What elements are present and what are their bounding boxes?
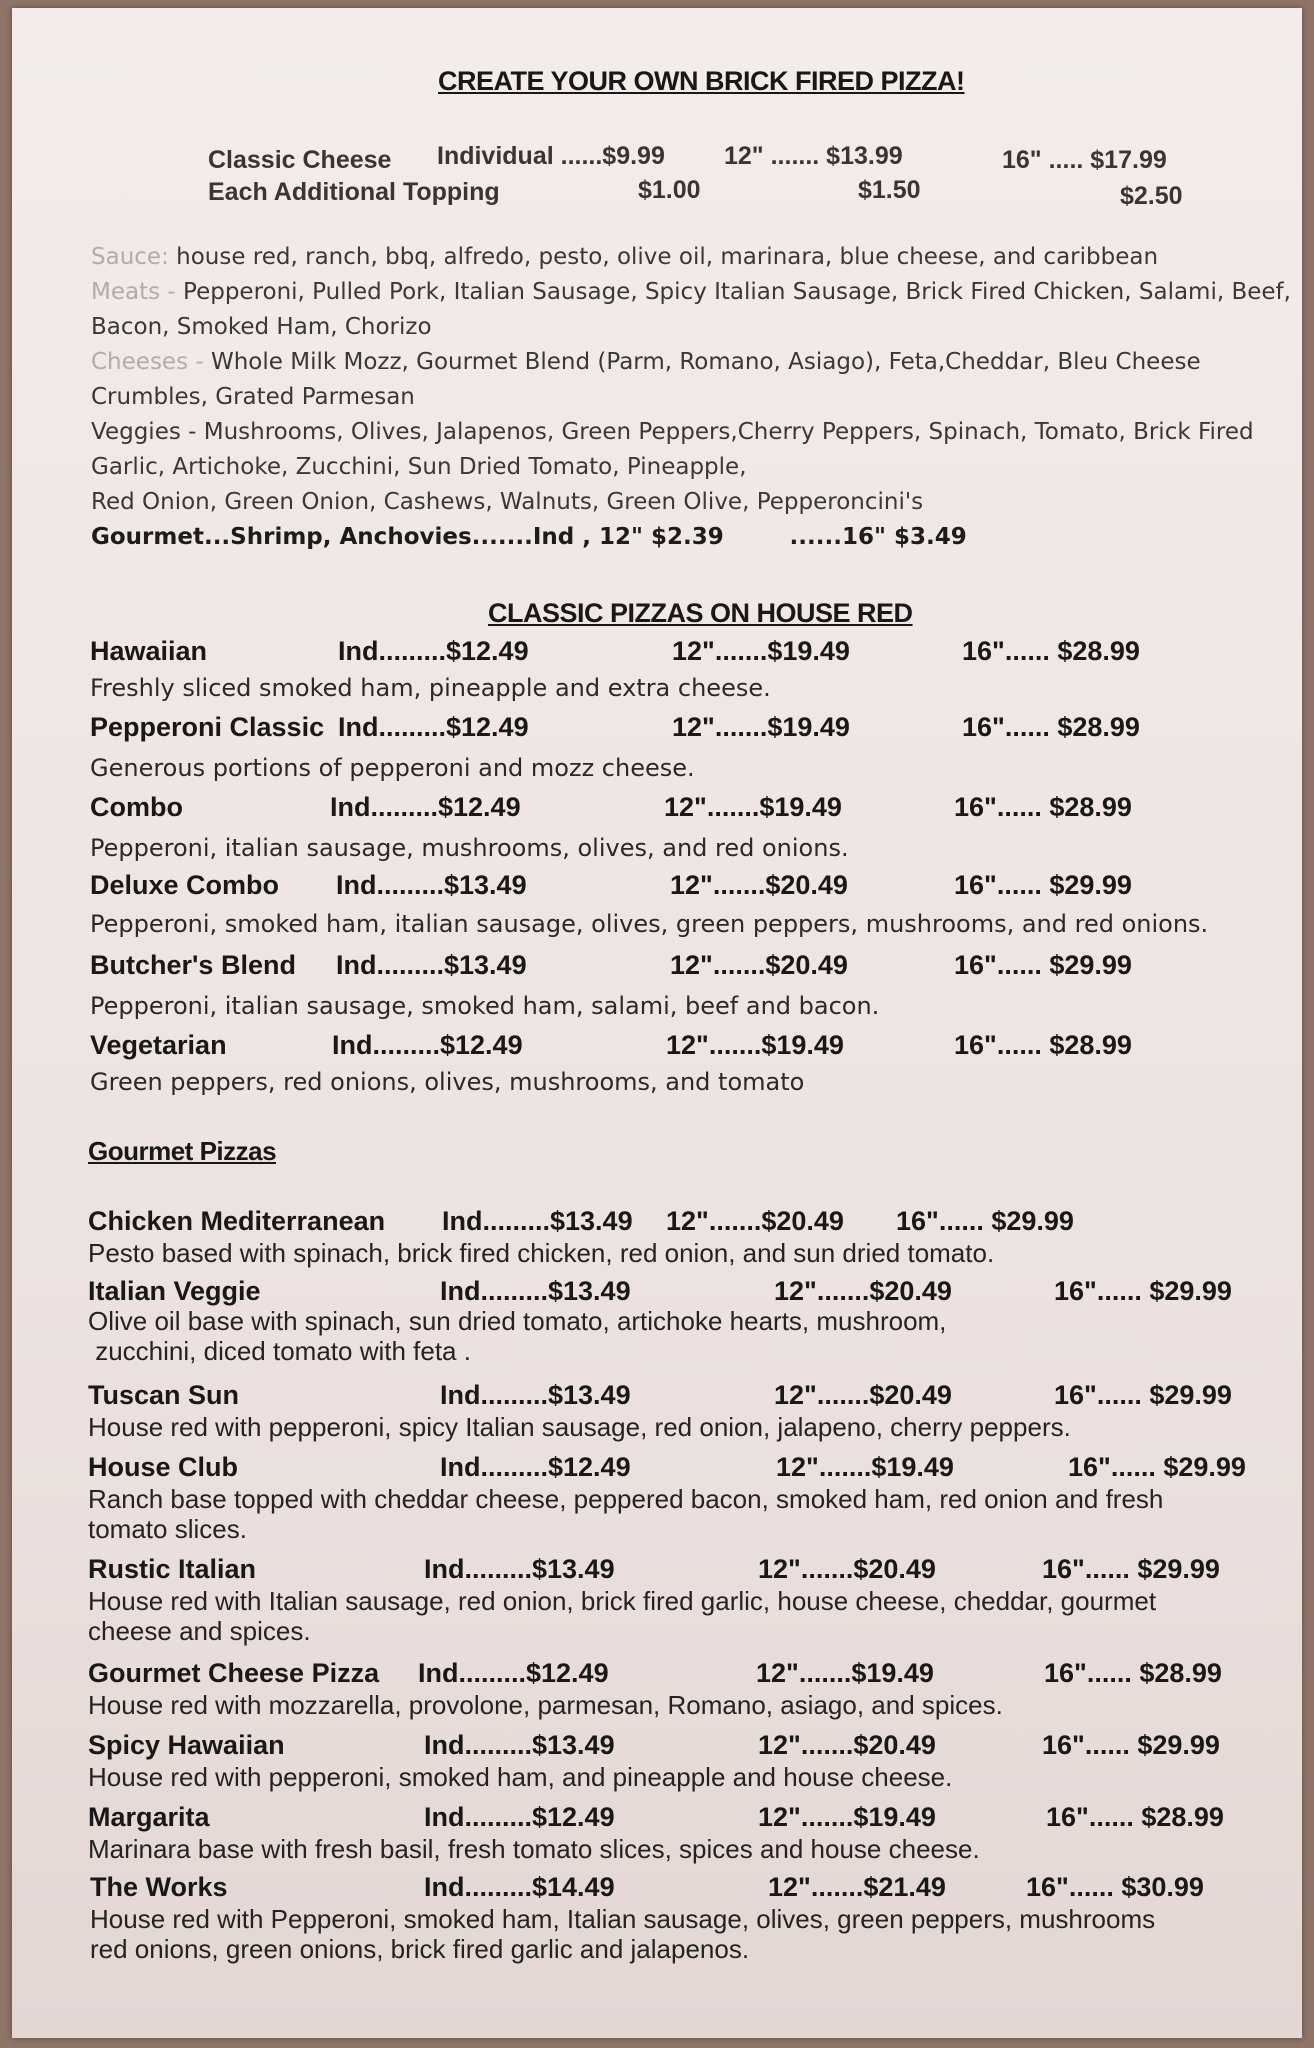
price-12: 12".......$19.49 xyxy=(756,1658,934,1688)
meats-line xyxy=(91,275,1291,345)
price-individual: Ind.........$13.49 xyxy=(424,1730,615,1760)
price-individual: Ind.........$12.49 xyxy=(330,792,521,822)
create-your-own-title: CREATE YOUR OWN BRICK FIRED PIZZA! xyxy=(438,66,965,96)
price-individual: Ind.........$13.49 xyxy=(336,950,527,980)
pizza-description: Pepperoni, italian sausage, smoked ham, salami, beef and bacon. xyxy=(90,992,880,1020)
price-individual: Ind.........$12.49 xyxy=(440,1452,631,1482)
classic-cheese-12-price: 12" ....... $13.99 xyxy=(724,142,903,170)
price-individual: Ind.........$13.49 xyxy=(440,1380,631,1410)
price-12: 12".......$19.49 xyxy=(672,636,850,666)
price-16: 16"...... $28.99 xyxy=(962,712,1140,742)
price-individual: Ind.........$13.49 xyxy=(336,870,527,900)
pizza-description: House red with pepperoni, smoked ham, and pineapple and house cheese. xyxy=(88,1762,953,1792)
cheeses-label: Cheeses - xyxy=(91,349,211,375)
classic-cheese-16-price: 16" ..... $17.99 xyxy=(1002,146,1167,174)
pizza-description: Ranch base topped with cheddar cheese, peppered bacon, smoked ham, red onion and fresh tomato slices. xyxy=(88,1484,1164,1544)
pizza-name: House Club xyxy=(88,1452,239,1482)
price-individual: Ind.........$13.49 xyxy=(424,1554,615,1584)
price-16: 16"...... $29.99 xyxy=(1054,1276,1232,1306)
price-12: 12".......$20.49 xyxy=(774,1276,952,1306)
gourmet-pizzas-title: Gourmet Pizzas xyxy=(88,1136,277,1166)
sauce-line xyxy=(91,240,1291,275)
gourmet-toppings-price-ind-12: Ind , 12" $2.39 xyxy=(532,524,724,550)
gourmet-toppings-options: Shrimp, Anchovies....... xyxy=(230,524,533,550)
price-16: 16"...... $30.99 xyxy=(1026,1872,1204,1902)
pizza-name: Hawaiian xyxy=(90,636,208,666)
price-12: 12".......$19.49 xyxy=(776,1452,954,1482)
price-12: 12".......$19.49 xyxy=(672,712,850,742)
price-12: 12".......$20.49 xyxy=(758,1730,936,1760)
price-individual: Ind.........$12.49 xyxy=(418,1658,609,1688)
sauce-options: house red, ranch, bbq, alfredo, pesto, olive oil, marinara, blue cheese, and caribbean xyxy=(168,244,1159,270)
pizza-name: Vegetarian xyxy=(90,1030,227,1060)
meats-label: Meats - xyxy=(91,279,184,305)
pizza-name: Gourmet Cheese Pizza xyxy=(88,1658,380,1688)
price-12: 12".......$20.49 xyxy=(758,1554,936,1584)
price-16: 16"...... $28.99 xyxy=(1044,1658,1222,1688)
veggies-options-2: Red Onion, Green Onion, Cashews, Walnuts, Green Olive, Pepperoncini's xyxy=(91,489,924,515)
price-12: 12".......$20.49 xyxy=(774,1380,952,1410)
price-16: 16"...... $29.99 xyxy=(954,950,1132,980)
price-16: 16"...... $29.99 xyxy=(1054,1380,1232,1410)
pizza-name: Italian Veggie xyxy=(88,1276,261,1306)
price-16: 16"...... $29.99 xyxy=(1068,1452,1246,1482)
pizza-description: Pesto based with spinach, brick fired chicken, red onion, and sun dried tomato. xyxy=(88,1238,995,1268)
pizza-description: Pepperoni, italian sausage, mushrooms, olives, and red onions. xyxy=(90,834,849,862)
price-12: 12".......$19.49 xyxy=(664,792,842,822)
veggies-label: Veggies - xyxy=(91,419,204,445)
additional-topping-label: Each Additional Topping xyxy=(208,178,500,206)
price-16: 16"...... $28.99 xyxy=(954,1030,1132,1060)
pizza-name: Combo xyxy=(90,792,183,822)
pizza-name: Chicken Mediterranean xyxy=(88,1206,386,1236)
pizza-description: Freshly sliced smoked ham, pineapple and extra cheese. xyxy=(90,674,771,702)
price-individual: Ind.........$14.49 xyxy=(424,1872,615,1902)
price-12: 12".......$20.49 xyxy=(670,870,848,900)
pizza-name: Tuscan Sun xyxy=(88,1380,240,1410)
price-16: 16"...... $29.99 xyxy=(954,870,1132,900)
pizza-description: Marinara base with fresh basil, fresh tomato slices, spices and house cheese. xyxy=(88,1834,980,1864)
pizza-description: Green peppers, red onions, olives, mushrooms, and tomato xyxy=(90,1068,805,1096)
pizza-description: House red with pepperoni, spicy Italian sausage, red onion, jalapeno, cherry peppers. xyxy=(88,1412,1071,1442)
price-individual: Ind.........$13.49 xyxy=(442,1206,633,1236)
classic-cheese-label: Classic Cheese xyxy=(208,146,392,174)
pizza-name: Spicy Hawaiian xyxy=(88,1730,285,1760)
menu-page xyxy=(12,8,1302,2038)
pizza-description: Olive oil base with spinach, sun dried tomato, artichoke hearts, mushroom, zucchini, diced tomato with feta . xyxy=(88,1306,947,1366)
meats-options: Pepperoni, Pulled Pork, Italian Sausage, Spicy Italian Sausage, Brick Fired Chicken, Salami, Beef, Bacon, Smoked Ham, Chorizo xyxy=(91,279,1291,340)
gourmet-toppings-label: Gourmet... xyxy=(91,524,231,550)
price-12: 12".......$19.49 xyxy=(666,1030,844,1060)
price-individual: Ind.........$12.49 xyxy=(332,1030,523,1060)
price-individual: Ind.........$12.49 xyxy=(338,636,529,666)
pizza-description: House red with Italian sausage, red onion, brick fired garlic, house cheese, cheddar, gourmet cheese and spices. xyxy=(88,1586,1157,1646)
price-16: 16"...... $29.99 xyxy=(1042,1554,1220,1584)
veggies-options: Mushrooms, Olives, Jalapenos, Green Peppers,Cherry Peppers, Spinach, Tomato, Brick Fired Garlic, Artichoke, Zucchini, Sun Dried Tomato, Pineapple, xyxy=(91,419,1254,480)
pizza-description: Generous portions of pepperoni and mozz cheese. xyxy=(90,754,695,782)
price-12: 12".......$19.49 xyxy=(758,1802,936,1832)
pizza-name: Deluxe Combo xyxy=(90,870,280,900)
pizza-name: Margarita xyxy=(88,1802,210,1832)
gourmet-toppings-price-16: ......16" $3.49 xyxy=(789,524,967,550)
price-16: 16"...... $29.99 xyxy=(1042,1730,1220,1760)
additional-topping-16-price: $2.50 xyxy=(1120,182,1183,210)
toppings-list xyxy=(91,240,1291,555)
classic-pizzas-title: CLASSIC PIZZAS ON HOUSE RED xyxy=(488,598,913,628)
pizza-description: House red with Pepperoni, smoked ham, Italian sausage, olives, green peppers, mushrooms red onions, green onions, brick fired garlic and jalapenos. xyxy=(90,1904,1156,1964)
pizza-name: Pepperoni Classic xyxy=(90,712,325,742)
additional-topping-12-price: $1.50 xyxy=(858,176,921,204)
gourmet-toppings-line xyxy=(91,520,1291,555)
price-16: 16"...... $28.99 xyxy=(954,792,1132,822)
pizza-name: The Works xyxy=(90,1872,228,1902)
price-16: 16"...... $28.99 xyxy=(1046,1802,1224,1832)
price-individual: Ind.........$13.49 xyxy=(440,1276,631,1306)
cheeses-line xyxy=(91,345,1291,415)
price-16: 16"...... $28.99 xyxy=(962,636,1140,666)
veggies-line xyxy=(91,415,1291,485)
pizza-name: Butcher's Blend xyxy=(90,950,296,980)
price-individual: Ind.........$12.49 xyxy=(338,712,529,742)
price-12: 12".......$20.49 xyxy=(666,1206,844,1236)
sauce-label: Sauce: xyxy=(91,244,169,270)
price-individual: Ind.........$12.49 xyxy=(424,1802,615,1832)
pizza-name: Rustic Italian xyxy=(88,1554,257,1584)
price-12: 12".......$21.49 xyxy=(768,1872,946,1902)
price-12: 12".......$20.49 xyxy=(670,950,848,980)
pizza-description: Pepperoni, smoked ham, italian sausage, olives, green peppers, mushrooms, and red onions. xyxy=(90,910,1209,938)
cheeses-options: Whole Milk Mozz, Gourmet Blend (Parm, Romano, Asiago), Feta,Cheddar, Bleu Cheese Crumbles, Grated Parmesan xyxy=(91,349,1201,410)
veggies-line-2 xyxy=(91,485,1291,520)
classic-cheese-individual-price: Individual ......$9.99 xyxy=(437,142,665,170)
price-16: 16"...... $29.99 xyxy=(896,1206,1074,1236)
additional-topping-individual-price: $1.00 xyxy=(638,176,701,204)
pizza-description: House red with mozzarella, provolone, parmesan, Romano, asiago, and spices. xyxy=(88,1690,1003,1720)
